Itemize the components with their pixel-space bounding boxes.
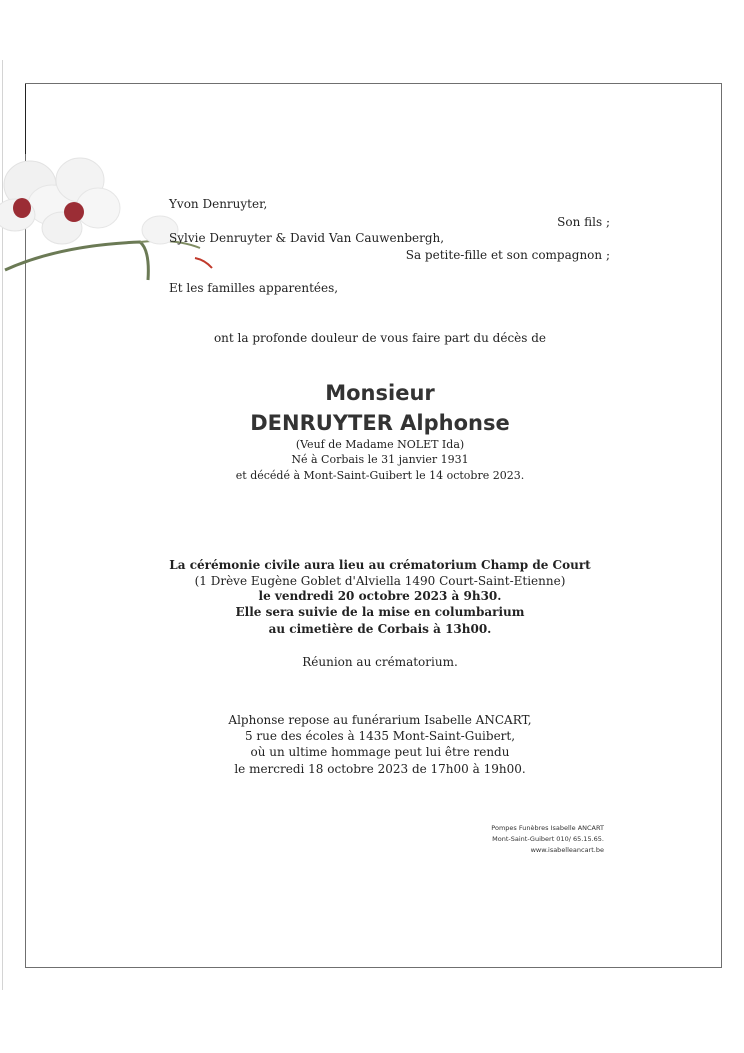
funeral-home-footer bbox=[491, 823, 604, 856]
rest-line4: le mercredi 18 octobre 2023 de 17h00 à 19h00. bbox=[234, 762, 526, 776]
rest-line2: 5 rue des écoles à 1435 Mont-Saint-Guibert, bbox=[244, 729, 516, 743]
family-son-name: Yvon Denruyter, bbox=[169, 197, 268, 211]
deceased-title: Monsieur bbox=[325, 381, 435, 405]
ceremony-address: (1 Drève Eugène Goblet d'Alviella 1490 Court-Saint-Etienne) bbox=[194, 574, 566, 588]
deceased-died: et décédé à Mont-Saint-Guibert le 14 octobre 2023. bbox=[235, 469, 525, 482]
deceased-born: Né à Corbais le 31 janvier 1931 bbox=[291, 453, 469, 466]
announcement-text: ont la profonde douleur de vous faire part du décès de bbox=[213, 331, 547, 345]
ceremony-line4: Elle sera suivie de la mise en columbarium bbox=[235, 605, 525, 619]
ceremony-date: le vendredi 20 octobre 2023 à 9h30. bbox=[258, 589, 502, 603]
deceased-widower: (Veuf de Madame NOLET Ida) bbox=[295, 438, 465, 451]
family-granddaughter-role: Sa petite-fille et son compagnon ; bbox=[405, 248, 610, 262]
footer-company: Pompes Funèbres Isabelle ANCART bbox=[491, 824, 604, 832]
family-others: Et les familles apparentées, bbox=[169, 281, 339, 295]
footer-contact: Mont-Saint-Guibert 010/ 65.15.65. bbox=[492, 835, 604, 843]
ceremony-line1: La cérémonie civile aura lieu au crématorium Champ de Court bbox=[169, 558, 591, 572]
family-son-role: Son fils ; bbox=[557, 215, 610, 229]
footer-website: www.isabelleancart.be bbox=[530, 846, 604, 854]
rest-line3: où un ultime hommage peut lui être rendu bbox=[250, 745, 510, 759]
orchid-flower-image bbox=[0, 150, 240, 300]
rest-line1: Alphonse repose au funérarium Isabelle ANCART, bbox=[228, 713, 532, 727]
deceased-name: DENRUYTER Alphonse bbox=[250, 411, 510, 435]
family-granddaughter-name: Sylvie Denruyter & David Van Cauwenbergh, bbox=[169, 231, 445, 245]
ceremony-line5: au cimetière de Corbais à 13h00. bbox=[268, 622, 492, 636]
ceremony-gathering: Réunion au crématorium. bbox=[302, 655, 458, 669]
border-accent bbox=[25, 84, 26, 154]
